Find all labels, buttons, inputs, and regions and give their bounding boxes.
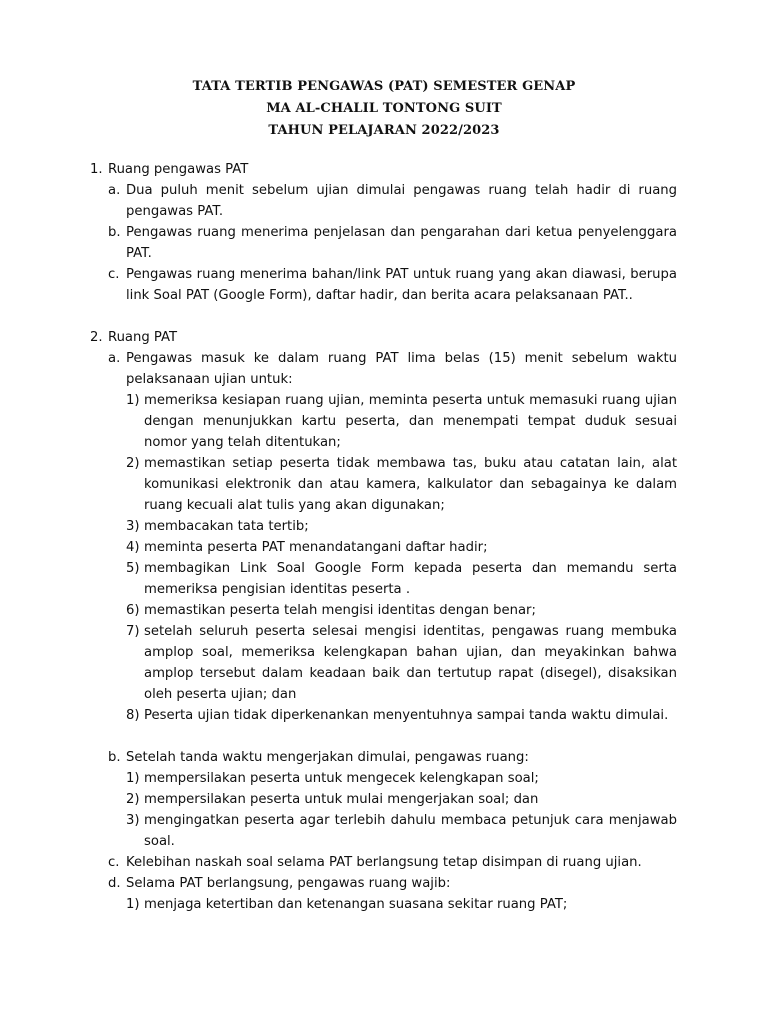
document-title-line-3: TAHUN PELAJARAN 2022/2023 [268, 123, 500, 138]
subitem-2a-1-text: memeriksa kesiapan ruang ujian, meminta peserta untuk memasuki ruang ujian dengan menunjukkan kartu peserta, dan menempati tempat duduk sesuai nomor yang telah ditentukan; [144, 393, 677, 450]
subitem-2a-6-marker: 6) [126, 603, 140, 618]
item-1c-marker: c. [108, 267, 120, 282]
subitem-2b-2-text: mempersilakan peserta untuk mulai mengerjakan soal; dan [144, 792, 539, 807]
subitem-2a-4-marker: 4) [126, 540, 140, 555]
subitem-2a-8-text: Peserta ujian tidak diperkenankan menyentuhnya sampai tanda waktu dimulai. [144, 708, 669, 723]
subitem-2a-2-text: memastikan setiap peserta tidak membawa tas, buku atau catatan lain, alat komunikasi elektronik dan atau kamera, kalkulator dan sebagainya ke dalam ruang kecuali alat tulis yang akan digunakan; [144, 456, 677, 513]
subitem-2a-5-marker: 5) [126, 561, 140, 576]
item-2c-marker: c. [108, 855, 120, 870]
subitem-2a-4-text: meminta peserta PAT menandatangani daftar hadir; [144, 540, 488, 555]
subitem-2b-1-text: mempersilakan peserta untuk mengecek kelengkapan soal; [144, 771, 539, 786]
subitem-2b-3-text: mengingatkan peserta agar terlebih dahulu membaca petunjuk cara menjawab soal. [144, 813, 677, 849]
item-2d-text: Selama PAT berlangsung, pengawas ruang wajib: [126, 876, 451, 891]
subitem-2b-2-marker: 2) [126, 792, 140, 807]
item-1c-text: Pengawas ruang menerima bahan/link PAT untuk ruang yang akan diawasi, berupa link Soal PAT (Google Form), daftar hadir, dan berita acara pelaksanaan PAT.. [126, 267, 677, 303]
item-1a-marker: a. [108, 183, 121, 198]
subitem-2a-1-marker: 1) [126, 393, 140, 408]
section-1-number: 1. [90, 162, 103, 177]
subitem-2d-1-marker: 1) [126, 897, 140, 912]
item-1b-text: Pengawas ruang menerima penjelasan dan pengarahan dari ketua penyelenggara PAT. [126, 225, 677, 261]
item-2a-marker: a. [108, 351, 121, 366]
subitem-2a-5-text: membagikan Link Soal Google Form kepada peserta dan memandu serta memeriksa pengisian identitas peserta . [144, 561, 677, 597]
item-2d-marker: d. [108, 876, 121, 891]
subitem-2a-3-marker: 3) [126, 519, 140, 534]
item-1a-text: Dua puluh menit sebelum ujian dimulai pengawas ruang telah hadir di ruang pengawas PAT. [126, 183, 677, 219]
item-1b-marker: b. [108, 225, 121, 240]
subitem-2b-1-marker: 1) [126, 771, 140, 786]
subitem-2a-7-marker: 7) [126, 624, 140, 639]
subitem-2a-8-marker: 8) [126, 708, 140, 723]
item-2c-text: Kelebihan naskah soal selama PAT berlangsung tetap disimpan di ruang ujian. [126, 855, 642, 870]
document-title-line-2: MA AL-CHALIL TONTONG SUIT [266, 101, 502, 116]
item-2b-marker: b. [108, 750, 121, 765]
section-1-heading: Ruang pengawas PAT [108, 162, 249, 177]
subitem-2d-1-text: menjaga ketertiban dan ketenangan suasana sekitar ruang PAT; [144, 897, 568, 912]
subitem-2a-7-text: setelah seluruh peserta selesai mengisi identitas, pengawas ruang membuka amplop soal, memeriksa kelengkapan bahan ujian, dan meyakinkan bahwa amplop tersebut dalam keadaan baik dan tertutup rapat (disegel), disaksikan oleh peserta ujian; dan [144, 624, 677, 702]
document-title-line-1: TATA TERTIB PENGAWAS (PAT) SEMESTER GENAP [192, 79, 576, 94]
item-2b-text: Setelah tanda waktu mengerjakan dimulai, pengawas ruang: [126, 750, 529, 765]
subitem-2a-6-text: memastikan peserta telah mengisi identitas dengan benar; [144, 603, 536, 618]
section-2-number: 2. [90, 330, 103, 345]
item-2a-text: Pengawas masuk ke dalam ruang PAT lima belas (15) menit sebelum waktu pelaksanaan ujian untuk: [126, 351, 677, 387]
subitem-2b-3-marker: 3) [126, 813, 140, 828]
subitem-2a-3-text: membacakan tata tertib; [144, 519, 309, 534]
subitem-2a-2-marker: 2) [126, 456, 140, 471]
section-2-heading: Ruang PAT [108, 330, 178, 345]
